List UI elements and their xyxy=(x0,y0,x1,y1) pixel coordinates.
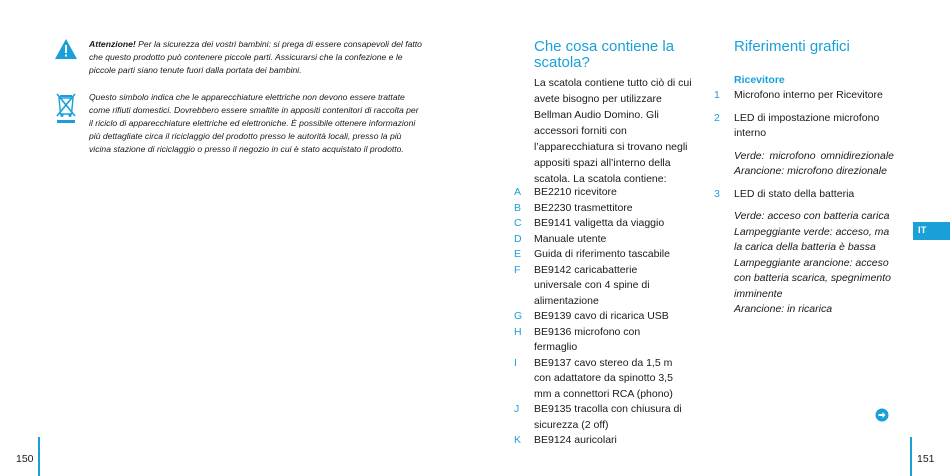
weee-notice-text: Questo simbolo indica che le apparecchiature elettriche non devono essere trattate come rifiuti domestici. Dovrebbero essere smaltite in appositi contenitori di raccolta per il riciclo di apparecchiature elettriche ed elettroniche. È possibile ottenere informazioni più dettagliate circa il riciclaggio del prodotto presso le autorità locali, presso la più vicina stazione di riciclaggio o presso il negozio in cui è stato acquistato il prodotto. xyxy=(89,92,419,154)
list-item: J BE9135 tracolla con chiusura di sicurezza (2 off) xyxy=(514,403,682,431)
list-item: D Manuale utente xyxy=(514,232,607,245)
reference-item-2-note: Verde: microfono omnidirezionale Arancione: microfono direzionale xyxy=(734,149,894,177)
references-column xyxy=(714,38,894,318)
contents-list xyxy=(514,185,694,449)
page-number: 151 xyxy=(917,453,935,465)
receiver-subheading: Ricevitore xyxy=(734,74,785,86)
next-page-arrow-icon xyxy=(875,408,889,422)
safety-notice xyxy=(54,38,424,77)
list-item: E Guida di riferimento tascabile xyxy=(514,248,670,260)
reference-item-3-note: Verde: acceso con batteria carica Lampeggiante verde: acceso, ma la carica della batteria è bassa Lampeggiante arancione: acceso con batteria scarica, spegnimento imminente Arancione: in ricarica xyxy=(734,210,892,315)
references-heading: Riferimenti grafici xyxy=(734,38,850,55)
warning-triangle-icon xyxy=(54,38,82,77)
safety-notice-text: Attenzione! Per la sicurezza dei vostri bambini: si prega di essere consapevoli del fatto che questo prodotto può contenere piccole parti. Assicurarsi che la confezione e le piccole parti siano tenute fuori dalla portata dei bambini. xyxy=(89,39,422,75)
reference-item-1: 1 Microfono interno per Ricevitore xyxy=(714,89,883,101)
reference-item-3: 3 LED di stato della batteria xyxy=(714,187,855,200)
list-item: H BE9136 microfono con fermaglio xyxy=(514,325,641,353)
page-number: 150 xyxy=(16,453,34,465)
right-page xyxy=(475,0,950,476)
language-tab: IT xyxy=(913,222,950,240)
list-item: C BE9141 valigetta da viaggio xyxy=(514,217,665,229)
contents-heading: Che cosa contiene la scatola? xyxy=(534,38,675,71)
folio-rule xyxy=(38,437,40,476)
weee-notice xyxy=(54,91,424,156)
list-item: A BE2210 ricevitore xyxy=(514,186,617,198)
reference-item-2: 2 LED di impostazione microfono interno xyxy=(714,111,880,139)
list-item: K BE9124 auricolari xyxy=(514,434,617,446)
contents-intro: La scatola contiene tutto ciò di cui avete bisogno per utilizzare Bellman Audio Domino. Gli accessori forniti con l’apparecchiatura si trovano negli appositi spazi all’interno della scatola. La scatola contiene: xyxy=(534,77,692,185)
list-item: F BE9142 caricabatterie universale con 4 spine di alimentazione xyxy=(514,263,650,307)
list-item: B BE2230 trasmettitore xyxy=(514,201,633,214)
list-item: I BE9137 cavo stereo da 1,5 m con adattatore da spinotto 3,5 mm a connettori RCA (phono) xyxy=(514,356,673,400)
contents-column xyxy=(534,39,694,187)
folio-rule xyxy=(910,437,912,476)
crossed-bin-icon xyxy=(54,91,82,156)
list-item: G BE9139 cavo di ricarica USB xyxy=(514,310,669,322)
